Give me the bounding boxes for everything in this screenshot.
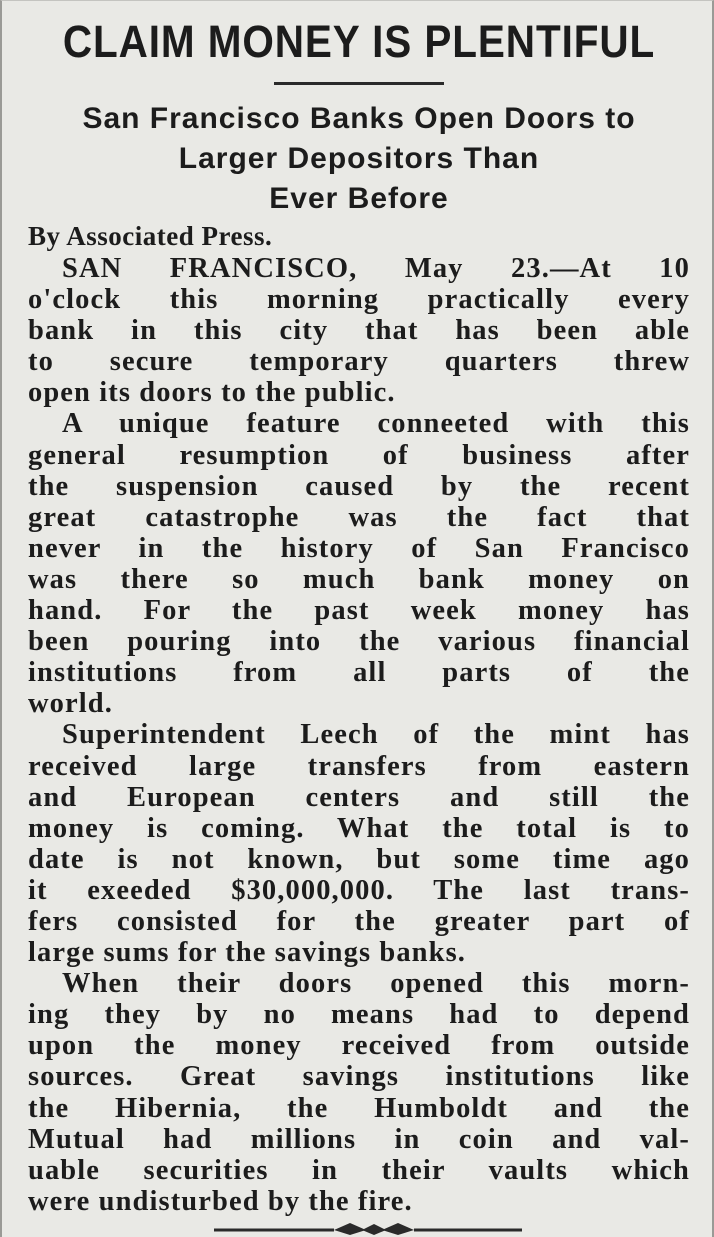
paragraph [28, 719, 690, 968]
text-line: When their doors opened this morn- [62, 968, 690, 1000]
text-line: sources. Great savings institutions like [28, 1061, 690, 1093]
text-line: large sums for the savings banks. [28, 937, 466, 969]
text-line: Superintendent Leech of the mint has [62, 719, 690, 751]
text-line: great catastrophe was the fact that [28, 501, 690, 533]
text-line: was there so much bank money on [28, 563, 690, 595]
text-line: SAN FRANCISCO, May 23.—At 10 [62, 253, 690, 284]
subhead-line: Larger Depositors Than [178, 142, 540, 175]
headline-rule [274, 82, 444, 85]
text-line: it exeeded $30,000,000. The last trans- [28, 874, 690, 906]
text-line: received large transfers from eastern [28, 750, 690, 782]
paragraph [28, 968, 690, 1217]
text-line: o'clock this morning practically every [28, 284, 690, 316]
byline: By Associated Press. [28, 221, 273, 251]
text-line: ing they by no means had to depend [28, 999, 690, 1031]
text-line: fers consisted for the greater part of [28, 905, 690, 937]
text-line: uable securities in their vaults which [28, 1154, 690, 1186]
text-line: A unique feature conneeted with this [62, 408, 690, 440]
subhead-line: Ever Before [269, 182, 449, 215]
text-line: upon the money received from outside [28, 1030, 690, 1062]
text-line: hand. For the past week money has [28, 595, 690, 627]
text-line: and European centers and still the [28, 781, 690, 813]
text-line: open its doors to the public. [28, 377, 396, 409]
text-line: money is coming. What the total is to [28, 812, 690, 844]
headline: CLAIM MONEY IS PLENTIFUL [62, 16, 656, 67]
text-line: been pouring into the various financial [28, 626, 690, 658]
subhead-line: San Francisco Banks Open Doors to [82, 102, 636, 135]
text-line: Mutual had millions in coin and val- [28, 1123, 690, 1155]
text-line: general resumption of business after [28, 439, 690, 471]
text-line: never in the history of San Francisco [28, 532, 690, 564]
subhead [28, 99, 690, 219]
text-line: bank in this city that has been able [28, 315, 690, 347]
text-line: to secure temporary quarters threw [28, 346, 690, 378]
text-line: institutions from all parts of the [28, 657, 690, 689]
paragraph [28, 253, 690, 408]
text-line: the Hibernia, the Humboldt and the [28, 1092, 690, 1124]
text-line: the suspension caused by the recent [28, 470, 690, 502]
bottom-ornament-divider [2, 1221, 714, 1235]
text-line: world. [28, 688, 113, 720]
text-line: date is not known, but some time ago [28, 843, 690, 875]
article-body [28, 253, 690, 1217]
paragraph [28, 408, 690, 719]
text-line: were undisturbed by the fire. [28, 1185, 413, 1217]
